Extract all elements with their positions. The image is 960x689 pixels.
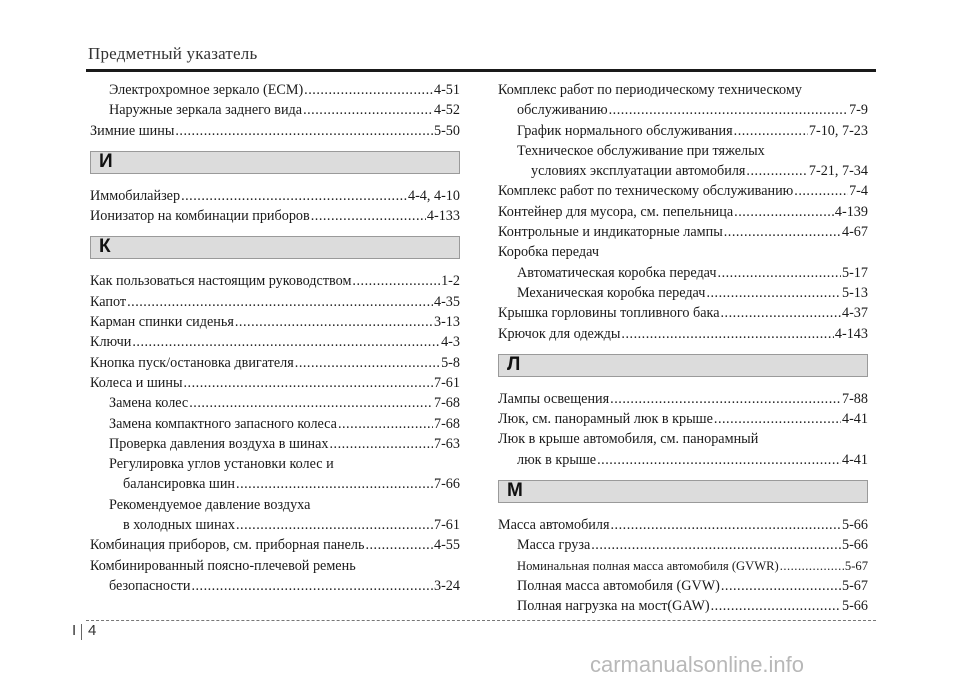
- index-entry: Автоматическая коробка передач ..... 5-17: [498, 263, 868, 283]
- index-entry: условиях эксплуатации автомобиля ..... 7-21, 7-34: [498, 161, 868, 181]
- footer-divider: [86, 620, 876, 621]
- index-entry: Иммобилайзер ..... 4-4, 4-10: [90, 186, 460, 206]
- index-entry: Колеса и шины ..... 7-61: [90, 373, 460, 393]
- index-entry: Комбинированный поясно-плечевой ремень: [90, 557, 356, 574]
- index-entry: Зимние шины ..... 5-50: [90, 121, 460, 141]
- index-entry: Замена колес ..... 7-68: [90, 393, 460, 413]
- index-entry: Масса автомобиля ..... 5-66: [498, 515, 868, 535]
- index-entry: Масса груза ..... 5-66: [498, 535, 868, 555]
- section-header-i: И: [90, 151, 460, 174]
- index-entry: Комплекс работ по техническому обслуживанию ..... 7-4: [498, 181, 868, 201]
- index-entry: Полная масса автомобиля (GVW) ..... 5-67: [498, 576, 868, 596]
- index-entry: Люк, см. панорамный люк в крыше ..... 4-41: [498, 409, 868, 429]
- index-entry: Ионизатор на комбинации приборов ..... 4-133: [90, 206, 460, 226]
- index-entry: Полная нагрузка на мост(GAW) ..... 5-66: [498, 596, 868, 616]
- index-entry: Контейнер для мусора, см. пепельница ..... 4-139: [498, 202, 868, 222]
- index-entry: Комбинация приборов, см. приборная панель ..... 4-55: [90, 535, 460, 555]
- index-entry: Техническое обслуживание при тяжелых: [517, 142, 765, 159]
- index-entry: Коробка передач: [498, 244, 599, 261]
- index-entry: Проверка давления воздуха в шинах ..... 7-63: [90, 434, 460, 454]
- index-entry: балансировка шин ..... 7-66: [90, 474, 460, 494]
- index-entry: Номинальная полная масса автомобиля (GVWR) ..... 5-67: [498, 556, 868, 576]
- index-entry: люк в крыше ..... 4-41: [498, 450, 868, 470]
- index-entry: Крышка горловины топливного бака ..... 4-37: [498, 303, 868, 323]
- page-title: Предметный указатель: [88, 44, 258, 63]
- index-entry: в холодных шинах ..... 7-61: [90, 515, 460, 535]
- index-entry: безопасности ..... 3-24: [90, 576, 460, 596]
- index-entry: Кнопка пуск/остановка двигателя ..... 5-8: [90, 353, 460, 373]
- section-header-l: Л: [498, 354, 868, 377]
- index-entry: Механическая коробка передач ..... 5-13: [498, 283, 868, 303]
- section-header-m: М: [498, 480, 868, 503]
- index-entry: Регулировка углов установки колес и: [109, 456, 334, 473]
- index-entry: Замена компактного запасного колеса ..... 7-68: [90, 414, 460, 434]
- page-number-separator: [81, 624, 82, 640]
- index-entry: График нормального обслуживания ..... 7-10, 7-23: [498, 121, 868, 141]
- index-entry: Рекомендуемое давление воздуха: [109, 496, 311, 513]
- index-entry: Карман спинки сиденья ..... 3-13: [90, 312, 460, 332]
- header-divider: [86, 69, 876, 72]
- index-entry: обслуживанию ..... 7-9: [498, 100, 868, 120]
- index-entry: Контрольные и индикаторные лампы ..... 4-67: [498, 222, 868, 242]
- index-column-right: [498, 80, 868, 617]
- watermark: carmanualsonline.info: [590, 652, 805, 677]
- index-entry: Крючок для одежды ..... 4-143: [498, 324, 868, 344]
- index-entry: Электрохромное зеркало (ЕСМ) ..... 4-51: [90, 80, 460, 100]
- index-entry: Ключи ..... 4-3: [90, 332, 460, 352]
- index-entry: Как пользоваться настоящим руководством ..... 1-2: [90, 271, 460, 291]
- index-entry: Лампы освещения ..... 7-88: [498, 389, 868, 409]
- index-entry: Капот ..... 4-35: [90, 292, 460, 312]
- index-entry: Наружные зеркала заднего вида ..... 4-52: [90, 100, 460, 120]
- index-entry: Комплекс работ по периодическому техническому: [498, 82, 802, 98]
- page-prefix: I: [72, 622, 77, 639]
- section-header-k: К: [90, 236, 460, 259]
- index-entry: Люк в крыше автомобиля, см. панорамный: [498, 431, 759, 448]
- index-column-left: [90, 80, 460, 596]
- page-number: 4: [88, 622, 97, 639]
